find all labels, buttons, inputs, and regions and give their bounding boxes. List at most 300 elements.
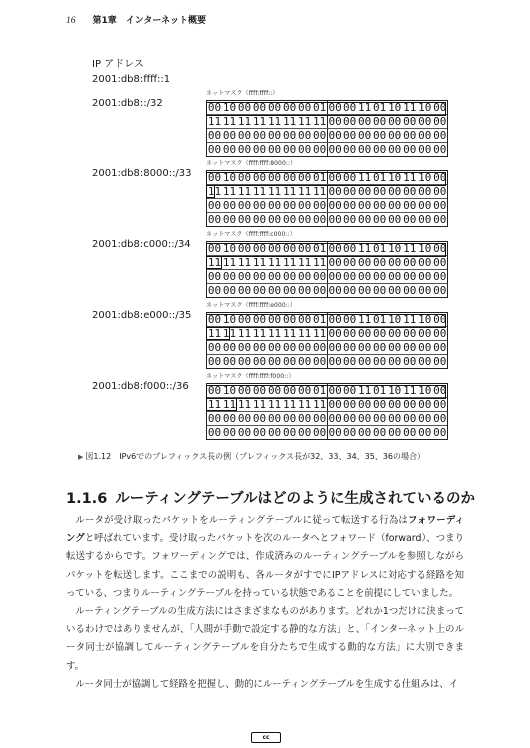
bit-cell: 00 bbox=[373, 412, 387, 425]
bit-cell: 00 bbox=[222, 213, 237, 226]
bit-cell: 00 bbox=[328, 355, 342, 368]
bit-cell: 00 bbox=[388, 129, 402, 142]
bit-cell: 00 bbox=[207, 129, 222, 142]
bit-cell: 00 bbox=[297, 426, 312, 439]
bit-cell: 00 bbox=[267, 129, 282, 142]
bit-cell: 00 bbox=[403, 256, 417, 269]
bit-cell: 00 bbox=[282, 412, 297, 425]
bit-cell: 00 bbox=[328, 412, 342, 425]
bit-cell: 00 bbox=[418, 143, 432, 156]
bit-cell: 11 bbox=[207, 256, 222, 269]
bit-cell: 00 bbox=[388, 398, 402, 411]
bit-row bbox=[207, 425, 447, 439]
bit-cell: 00 bbox=[388, 256, 402, 269]
bit-cell: 00 bbox=[237, 101, 252, 114]
prefix-label: 2001:db8:c000::/34 bbox=[92, 239, 191, 250]
bit-cell: 00 bbox=[282, 270, 297, 283]
bit-cell: 00 bbox=[312, 143, 327, 156]
bit-cell: 00 bbox=[418, 115, 432, 128]
bit-cell: 00 bbox=[433, 129, 447, 142]
bit-cell: 00 bbox=[328, 143, 342, 156]
bit-cell: 11 bbox=[297, 185, 312, 198]
bit-cell: 00 bbox=[388, 185, 402, 198]
bit-cell: 00 bbox=[222, 143, 237, 156]
bit-cell: 11 bbox=[297, 327, 312, 340]
bit-cell: 00 bbox=[403, 185, 417, 198]
bit-cell: 10 bbox=[388, 384, 402, 397]
caption-marker-icon: ▶ bbox=[78, 453, 84, 461]
bit-cell: 00 bbox=[418, 327, 432, 340]
bit-cell: 11 bbox=[282, 256, 297, 269]
bit-cell: 11 bbox=[312, 115, 327, 128]
bit-cell: 00 bbox=[252, 355, 267, 368]
bit-cell: 11 bbox=[403, 101, 417, 114]
bit-cell: 00 bbox=[328, 384, 342, 397]
bit-cell: 00 bbox=[222, 412, 237, 425]
bit-cell: 00 bbox=[403, 143, 417, 156]
bit-cell: 01 bbox=[373, 313, 387, 326]
bit-cell: 00 bbox=[343, 412, 357, 425]
paragraph-2: ルーティングテーブルの生成方法にはさまざまなものがあります。どれか1つだけに決まっているわけではありませんが、「人間が手動で設定する静的な方法」と、「インターネット上のルータ同士が協調してルーティングテーブルを自分たちで生成する動的な方法」に大別できます。 bbox=[66, 606, 464, 672]
bit-cell: 00 bbox=[252, 313, 267, 326]
bit-cell: 11 bbox=[207, 327, 222, 340]
bit-cell: 00 bbox=[252, 242, 267, 255]
bit-cell: 00 bbox=[358, 426, 372, 439]
bit-cell: 00 bbox=[343, 426, 357, 439]
bit-cell: 00 bbox=[373, 199, 387, 212]
bit-cell: 00 bbox=[418, 199, 432, 212]
bit-cell: 00 bbox=[252, 143, 267, 156]
bit-cell: 00 bbox=[418, 426, 432, 439]
netmask-label: ネットマスク（ffff:ffff:c000::） bbox=[206, 231, 296, 238]
bit-cell: 00 bbox=[343, 355, 357, 368]
bit-cell: 11 bbox=[237, 185, 252, 198]
bit-row bbox=[207, 354, 447, 368]
bit-cell: 00 bbox=[267, 199, 282, 212]
bit-cell: 00 bbox=[252, 213, 267, 226]
bit-cell: 00 bbox=[282, 129, 297, 142]
bit-cell: 00 bbox=[373, 185, 387, 198]
bit-cell: 00 bbox=[328, 171, 342, 184]
prefix-label: 2001:db8:e000::/35 bbox=[92, 310, 192, 321]
bit-cell: 00 bbox=[433, 426, 447, 439]
bit-cell: 00 bbox=[297, 270, 312, 283]
bit-cell: 11 bbox=[403, 242, 417, 255]
bit-cell: 00 bbox=[328, 185, 342, 198]
bit-cell: 11 bbox=[237, 256, 252, 269]
bit-cell: 00 bbox=[312, 270, 327, 283]
bit-cell: 00 bbox=[267, 412, 282, 425]
bit-cell: 11 bbox=[252, 115, 267, 128]
bit-cell: 01 bbox=[312, 313, 327, 326]
bit-cell: 00 bbox=[297, 129, 312, 142]
paragraph-1-part-c: と呼ばれています。受け取ったパケットを次のルータへとフォワード（forward）、つまり転送するからです。フォワーディングでは、作成済みのルーティングテーブルを参照しながらパケットを転送します。ここまでの説明も、各ルータがすでにIPアドレスに対応する経路を知っている、つまりルーティングテーブルを持っている状態であることを前提にしていました。 bbox=[66, 533, 465, 599]
ip-address-label: IP アドレス bbox=[92, 59, 144, 70]
bit-cell: 00 bbox=[312, 341, 327, 354]
bit-cell: 00 bbox=[328, 426, 342, 439]
bit-cell: 00 bbox=[267, 284, 282, 297]
netmask-label: ネットマスク（ffff:ffff:8000::） bbox=[206, 160, 297, 167]
bit-row bbox=[207, 326, 447, 340]
bit-cell: 00 bbox=[207, 355, 222, 368]
bit-cell: 01 bbox=[373, 242, 387, 255]
paragraph-1-part-a: ルータが受け取ったパケットをルーティングテーブルに従って転送する行為は bbox=[75, 515, 409, 526]
bit-cell: 10 bbox=[388, 313, 402, 326]
bit-cell: 00 bbox=[388, 143, 402, 156]
bit-cell: 00 bbox=[252, 101, 267, 114]
bit-cell: 11 bbox=[237, 115, 252, 128]
bit-cell: 11 bbox=[252, 256, 267, 269]
bit-cell: 10 bbox=[222, 384, 237, 397]
bit-cell: 00 bbox=[373, 426, 387, 439]
prefix-label: 2001:db8:8000::/33 bbox=[92, 168, 192, 179]
bit-cell: 11 bbox=[358, 171, 372, 184]
bit-cell: 00 bbox=[207, 171, 222, 184]
bit-cell: 00 bbox=[418, 284, 432, 297]
bit-cell: 11 bbox=[358, 242, 372, 255]
bit-cell: 00 bbox=[418, 270, 432, 283]
bit-cell: 00 bbox=[358, 115, 372, 128]
bit-cell: 00 bbox=[237, 426, 252, 439]
bit-cell: 00 bbox=[433, 101, 447, 114]
bit-cell: 10 bbox=[222, 313, 237, 326]
chapter-title: 第1章 インターネット概要 bbox=[92, 16, 206, 26]
bit-cell: 00 bbox=[433, 185, 447, 198]
bit-cell: 10 bbox=[418, 242, 432, 255]
term-forwarding: フォワーディング bbox=[66, 515, 465, 545]
bit-cell: 00 bbox=[237, 242, 252, 255]
bit-row bbox=[207, 114, 447, 128]
bit-cell: 10 bbox=[418, 171, 432, 184]
bit-cell: 00 bbox=[328, 129, 342, 142]
bit-cell: 00 bbox=[343, 327, 357, 340]
bit-cell: 00 bbox=[373, 129, 387, 142]
bit-cell: 00 bbox=[237, 355, 252, 368]
bit-cell: 11 bbox=[222, 115, 237, 128]
bit-cell: 00 bbox=[433, 384, 447, 397]
bit-cell: 00 bbox=[267, 143, 282, 156]
bit-row bbox=[207, 101, 447, 114]
bit-cell: 00 bbox=[267, 341, 282, 354]
bit-cell: 00 bbox=[297, 143, 312, 156]
bit-cell: 00 bbox=[358, 185, 372, 198]
bit-cell: 00 bbox=[373, 213, 387, 226]
bit-cell: 00 bbox=[207, 412, 222, 425]
bit-cell: 00 bbox=[297, 199, 312, 212]
bit-row bbox=[207, 384, 447, 397]
bit-cell: 00 bbox=[328, 284, 342, 297]
bit-cell: 00 bbox=[418, 398, 432, 411]
bit-cell: 00 bbox=[312, 213, 327, 226]
bit-cell: 00 bbox=[267, 384, 282, 397]
paragraph-3: ルータ同士が協調して経路を把握し、動的にルーティングテーブルを生成する仕組みは、イ bbox=[75, 678, 458, 690]
license-badge-icon: cc bbox=[251, 732, 281, 743]
bit-cell: 00 bbox=[207, 341, 222, 354]
bit-cell: 11 bbox=[252, 327, 267, 340]
bit-cell: 00 bbox=[297, 384, 312, 397]
bit-cell: 00 bbox=[433, 213, 447, 226]
bit-cell: 00 bbox=[433, 171, 447, 184]
bit-cell: 00 bbox=[373, 355, 387, 368]
bit-cell: 00 bbox=[222, 355, 237, 368]
bit-cell: 10 bbox=[222, 242, 237, 255]
bit-cell: 00 bbox=[207, 426, 222, 439]
bit-cell: 11 bbox=[358, 101, 372, 114]
bit-cell: 00 bbox=[282, 355, 297, 368]
bit-cell: 00 bbox=[267, 426, 282, 439]
caption-text: 図1.12 IPv6でのプレフィックス長の例（プレフィックス長が32、33、34、35、36の場合） bbox=[85, 452, 426, 461]
bit-cell: 00 bbox=[328, 398, 342, 411]
bit-cell: 00 bbox=[358, 341, 372, 354]
bit-cell: 00 bbox=[252, 171, 267, 184]
bit-cell: 00 bbox=[237, 143, 252, 156]
netmask-label: ネットマスク（ffff:ffff:f000::） bbox=[206, 373, 295, 380]
bit-cell: 00 bbox=[237, 412, 252, 425]
bit-cell: 00 bbox=[343, 398, 357, 411]
bit-grid bbox=[206, 100, 448, 157]
bit-cell: 00 bbox=[267, 242, 282, 255]
bit-cell: 11 bbox=[312, 327, 327, 340]
prefix-label: 2001:db8::/32 bbox=[92, 98, 163, 109]
bit-cell: 00 bbox=[433, 355, 447, 368]
bit-grid bbox=[206, 170, 448, 227]
bit-cell: 11 bbox=[358, 313, 372, 326]
bit-cell: 00 bbox=[237, 341, 252, 354]
bit-cell: 00 bbox=[418, 129, 432, 142]
bit-cell: 00 bbox=[282, 426, 297, 439]
bit-cell: 11 bbox=[237, 327, 252, 340]
bit-cell: 11 bbox=[297, 256, 312, 269]
bit-cell: 00 bbox=[343, 129, 357, 142]
bit-cell: 00 bbox=[282, 213, 297, 226]
bit-cell: 00 bbox=[297, 341, 312, 354]
bit-cell: 00 bbox=[433, 284, 447, 297]
bit-cell: 11 bbox=[297, 398, 312, 411]
bit-cell: 00 bbox=[358, 398, 372, 411]
bit-row bbox=[207, 411, 447, 425]
bit-cell: 00 bbox=[418, 412, 432, 425]
bit-cell: 00 bbox=[343, 270, 357, 283]
bit-cell: 00 bbox=[267, 313, 282, 326]
bit-cell: 00 bbox=[343, 242, 357, 255]
bit-cell: 00 bbox=[343, 384, 357, 397]
bit-cell: 00 bbox=[418, 256, 432, 269]
bit-cell: 10 bbox=[388, 101, 402, 114]
bit-cell: 11 bbox=[252, 185, 267, 198]
bit-cell: 00 bbox=[358, 143, 372, 156]
bit-cell: 00 bbox=[358, 412, 372, 425]
bit-cell: 00 bbox=[252, 412, 267, 425]
bit-cell: 00 bbox=[222, 270, 237, 283]
bit-cell: 00 bbox=[297, 412, 312, 425]
bit-cell: 00 bbox=[403, 213, 417, 226]
bit-cell: 11 bbox=[358, 384, 372, 397]
bit-cell: 00 bbox=[312, 426, 327, 439]
bit-cell: 00 bbox=[282, 143, 297, 156]
bit-cell: 00 bbox=[433, 242, 447, 255]
bit-cell: 00 bbox=[358, 327, 372, 340]
bit-cell: 00 bbox=[252, 284, 267, 297]
bit-cell: 00 bbox=[373, 341, 387, 354]
bit-cell: 01 bbox=[373, 101, 387, 114]
bit-cell: 00 bbox=[433, 398, 447, 411]
bit-cell: 00 bbox=[388, 213, 402, 226]
bit-cell: 00 bbox=[388, 199, 402, 212]
bit-cell: 00 bbox=[282, 341, 297, 354]
bit-cell: 10 bbox=[222, 101, 237, 114]
bit-cell: 00 bbox=[373, 284, 387, 297]
bit-cell: 00 bbox=[237, 213, 252, 226]
bit-cell: 00 bbox=[297, 355, 312, 368]
bit-row bbox=[207, 242, 447, 255]
bit-cell: 00 bbox=[388, 284, 402, 297]
bit-cell: 11 bbox=[267, 115, 282, 128]
bit-cell: 00 bbox=[252, 129, 267, 142]
bit-cell: 11 bbox=[403, 171, 417, 184]
bit-cell: 11 bbox=[207, 115, 222, 128]
bit-cell: 11 bbox=[207, 185, 222, 198]
bit-grid bbox=[206, 241, 448, 298]
bit-cell: 00 bbox=[312, 412, 327, 425]
bit-cell: 00 bbox=[388, 426, 402, 439]
prefix-label: 2001:db8:f000::/36 bbox=[92, 381, 189, 392]
bit-cell: 00 bbox=[267, 171, 282, 184]
bit-cell: 00 bbox=[207, 143, 222, 156]
bit-cell: 00 bbox=[343, 101, 357, 114]
bit-cell: 01 bbox=[373, 171, 387, 184]
bit-cell: 00 bbox=[343, 341, 357, 354]
bit-cell: 01 bbox=[373, 384, 387, 397]
bit-cell: 00 bbox=[433, 412, 447, 425]
section-title: ルーティングテーブルはどのように生成されているのか bbox=[115, 491, 476, 507]
paragraph-1 bbox=[66, 512, 464, 603]
bit-cell: 00 bbox=[237, 313, 252, 326]
bit-cell: 11 bbox=[282, 327, 297, 340]
bit-cell: 11 bbox=[267, 256, 282, 269]
ip-address-value: 2001:db8:ffff::1 bbox=[92, 74, 171, 85]
bit-cell: 00 bbox=[297, 101, 312, 114]
bit-cell: 00 bbox=[388, 355, 402, 368]
bit-cell: 00 bbox=[433, 341, 447, 354]
bit-cell: 01 bbox=[312, 384, 327, 397]
bit-cell: 00 bbox=[358, 213, 372, 226]
bit-cell: 00 bbox=[403, 426, 417, 439]
bit-cell: 00 bbox=[388, 115, 402, 128]
body-text bbox=[66, 512, 464, 694]
bit-cell: 00 bbox=[312, 284, 327, 297]
bit-row bbox=[207, 212, 447, 226]
bit-cell: 00 bbox=[237, 384, 252, 397]
bit-cell: 00 bbox=[418, 355, 432, 368]
bit-cell: 11 bbox=[312, 185, 327, 198]
bit-cell: 00 bbox=[403, 284, 417, 297]
bit-cell: 11 bbox=[222, 185, 237, 198]
bit-cell: 00 bbox=[207, 384, 222, 397]
bit-cell: 00 bbox=[433, 256, 447, 269]
bit-cell: 11 bbox=[222, 398, 237, 411]
bit-cell: 00 bbox=[297, 171, 312, 184]
bit-cell: 00 bbox=[328, 341, 342, 354]
bit-cell: 00 bbox=[418, 213, 432, 226]
bit-cell: 00 bbox=[373, 327, 387, 340]
netmask-label: ネットマスク（ffff:ffff::） bbox=[206, 90, 279, 97]
bit-cell: 00 bbox=[328, 256, 342, 269]
bit-cell: 00 bbox=[328, 242, 342, 255]
bit-row bbox=[207, 184, 447, 198]
bit-cell: 00 bbox=[373, 115, 387, 128]
bit-cell: 00 bbox=[343, 213, 357, 226]
bit-cell: 11 bbox=[312, 256, 327, 269]
bit-cell: 00 bbox=[373, 270, 387, 283]
bit-cell: 00 bbox=[418, 185, 432, 198]
bit-cell: 00 bbox=[328, 115, 342, 128]
section-number: 1.1.6 bbox=[66, 491, 108, 507]
bit-cell: 00 bbox=[312, 199, 327, 212]
bit-cell: 11 bbox=[267, 327, 282, 340]
bit-cell: 00 bbox=[207, 284, 222, 297]
bit-cell: 00 bbox=[297, 242, 312, 255]
bit-cell: 00 bbox=[222, 129, 237, 142]
bit-cell: 00 bbox=[282, 313, 297, 326]
bit-cell: 00 bbox=[343, 256, 357, 269]
bit-cell: 00 bbox=[222, 426, 237, 439]
bit-cell: 00 bbox=[207, 213, 222, 226]
bit-cell: 00 bbox=[222, 284, 237, 297]
bit-cell: 00 bbox=[418, 341, 432, 354]
bit-cell: 00 bbox=[222, 199, 237, 212]
bit-cell: 00 bbox=[343, 284, 357, 297]
bit-cell: 11 bbox=[297, 115, 312, 128]
bit-cell: 11 bbox=[207, 398, 222, 411]
page-header bbox=[66, 13, 206, 26]
bit-cell: 00 bbox=[282, 384, 297, 397]
bit-cell: 00 bbox=[267, 213, 282, 226]
bit-cell: 11 bbox=[403, 313, 417, 326]
bit-cell: 00 bbox=[358, 355, 372, 368]
bit-cell: 00 bbox=[207, 101, 222, 114]
bit-cell: 00 bbox=[237, 171, 252, 184]
bit-cell: 00 bbox=[207, 242, 222, 255]
bit-cell: 00 bbox=[388, 327, 402, 340]
bit-cell: 10 bbox=[388, 171, 402, 184]
bit-cell: 10 bbox=[222, 171, 237, 184]
bit-cell: 00 bbox=[237, 199, 252, 212]
bit-row bbox=[207, 198, 447, 212]
bit-cell: 00 bbox=[403, 327, 417, 340]
bit-cell: 00 bbox=[433, 313, 447, 326]
bit-cell: 10 bbox=[418, 101, 432, 114]
bit-row bbox=[207, 397, 447, 411]
bit-cell: 01 bbox=[312, 171, 327, 184]
bit-cell: 00 bbox=[312, 355, 327, 368]
bit-cell: 00 bbox=[328, 101, 342, 114]
bit-cell: 00 bbox=[267, 355, 282, 368]
bit-cell: 00 bbox=[388, 270, 402, 283]
bit-cell: 00 bbox=[403, 355, 417, 368]
bit-row bbox=[207, 128, 447, 142]
bit-cell: 00 bbox=[343, 313, 357, 326]
bit-cell: 11 bbox=[237, 398, 252, 411]
bit-cell: 00 bbox=[252, 384, 267, 397]
bit-cell: 00 bbox=[297, 313, 312, 326]
bit-cell: 00 bbox=[312, 129, 327, 142]
bit-cell: 00 bbox=[237, 129, 252, 142]
bit-cell: 00 bbox=[403, 398, 417, 411]
bit-cell: 00 bbox=[252, 270, 267, 283]
bit-cell: 00 bbox=[403, 199, 417, 212]
bit-row bbox=[207, 255, 447, 269]
bit-cell: 11 bbox=[282, 185, 297, 198]
